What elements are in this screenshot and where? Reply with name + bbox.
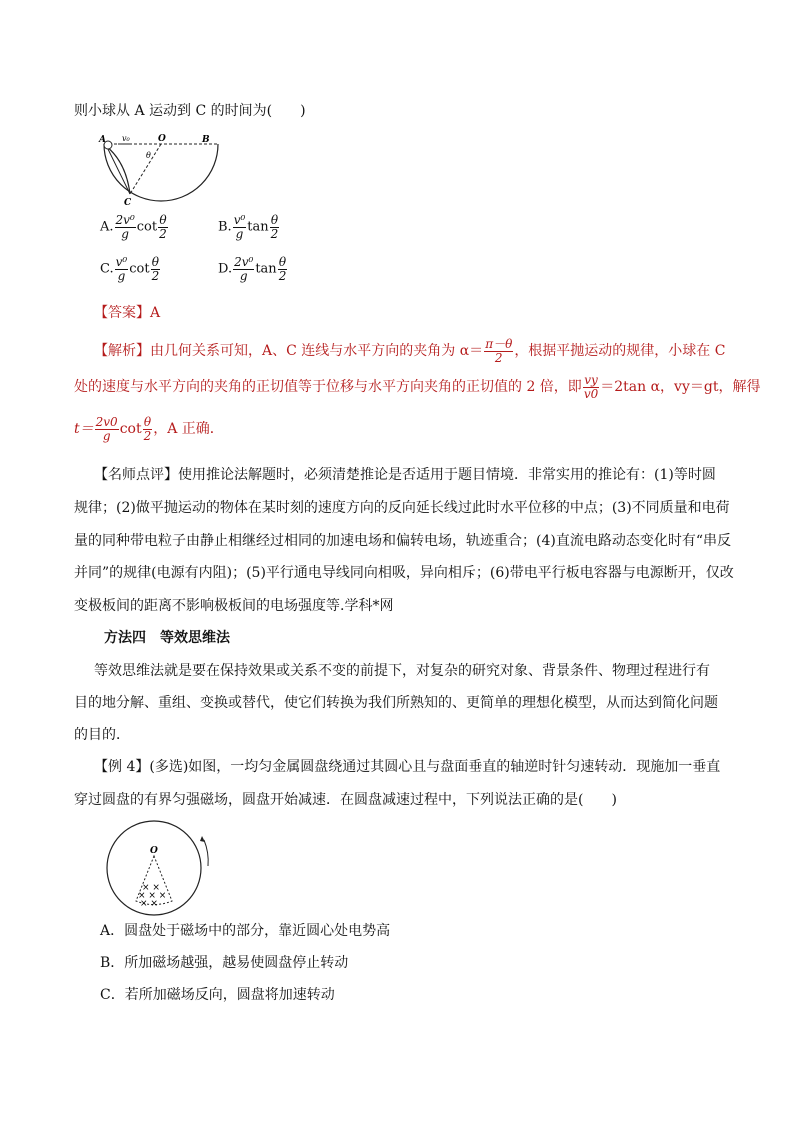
question-intro: 则小球从 A 运动到 C 的时间为( ): [74, 103, 306, 119]
svg-text:O: O: [150, 846, 158, 856]
svg-text:v₀: v₀: [122, 134, 130, 143]
ex4-option-b[interactable]: B．所加磁场越强，越易使圆盘停止转动: [100, 955, 349, 971]
svg-text:B: B: [202, 135, 210, 145]
method-desc-3: 的目的．: [74, 727, 130, 743]
example-line-2: 穿过圆盘的有界匀强磁场，圆盘开始减速．在圆盘减速过程中，下列说法正确的是( ): [74, 792, 617, 808]
method-desc-2: 目的地分解、重组、变换或替代，使它们转换为我们所熟知的、更简单的理想化模型，从而达到简化问题: [74, 695, 718, 711]
comment-line-1: 【名师点评】使用推论法解题时，必须清楚推论是否适用于题目情境．非常实用的推论有：(1)等时圆: [94, 467, 716, 483]
ex4-option-a[interactable]: A．圆盘处于磁场中的部分，靠近圆心处电势高: [100, 923, 391, 939]
svg-text:C: C: [124, 198, 132, 208]
answer: 【答案】A: [94, 305, 161, 321]
svg-text:θ: θ: [146, 151, 151, 160]
comment-line-2: 规律；(2)做平抛运动的物体在某时刻的速度方向的反向延长线过此时水平位移的中点；(3)不同质量和电荷: [74, 500, 730, 516]
analysis-line-3: t＝ $\frac{2v0}{g}$ cot $\frac{\theta}{2}$ ，A 正确．: [74, 415, 224, 443]
method-title: 方法四 等效思维法: [104, 630, 230, 646]
svg-text:× ×: × ×: [140, 899, 158, 909]
svg-text:× × ×: × × ×: [138, 891, 167, 901]
option-c[interactable]: C. $\frac{\text{v⁰}}{g}$ cot $\frac{\theta}{2}$: [100, 255, 160, 283]
ex4-option-c[interactable]: C．若所加磁场反向，圆盘将加速转动: [100, 987, 335, 1003]
example-line-1: 【例 4】(多选)如图，一均匀金属圆盘绕通过其圆心且与盘面垂直的轴逆时针匀速转动．现施加一垂直: [94, 759, 721, 775]
rotation-arrow: [204, 840, 208, 866]
disk-figure: [96, 818, 220, 918]
comment-line-3: 量的同种带电粒子由静止相继经过相同的加速电场和偏转电场，轨迹重合；(4)直流电路动态变化时有“串反: [74, 533, 731, 549]
svg-text:× ×: × ×: [142, 883, 160, 893]
analysis-line-2: 处的速度与水平方向的夹角的正切值等于位移与水平方向夹角的正切值的 2 倍，即 $\frac{vy}{v0}$ ＝2tan α，vy＝gt，解得: [74, 373, 761, 401]
option-a[interactable]: A. $\frac{\text{2v⁰}}{g}$ cot $\frac{\theta}{2}$: [100, 213, 167, 241]
option-d[interactable]: D. $\frac{\text{2v⁰}}{g}$ tan $\frac{\theta}{2}$: [218, 255, 287, 283]
option-b[interactable]: B. $\frac{\text{v⁰}}{g}$ tan $\frac{\theta}{2}$: [218, 213, 279, 241]
comment-line-5: 变极板间的距离不影响极板间的电场强度等.学科*网: [74, 598, 394, 614]
method-desc-1: 等效思维法就是要在保持效果或关系不变的前提下，对复杂的研究对象、背景条件、物理过程进行有: [94, 663, 710, 679]
semicircle-arc: [104, 144, 218, 201]
analysis-line-1: 【解析】由几何关系可知，A、C 连线与水平方向的夹角为 α＝ $\frac{\pi-\theta}{2}$ ，根据平抛运动的规律，小球在 C: [94, 337, 726, 365]
projectile-figure: [96, 132, 226, 212]
svg-text:A: A: [99, 135, 106, 145]
svg-text:O: O: [158, 134, 166, 144]
comment-line-4: 并同”的规律(电源有内阻)；(5)平行通电导线同向相吸，异向相斥；(6)带电平行板电容器与电源断开，仅改: [74, 565, 734, 581]
